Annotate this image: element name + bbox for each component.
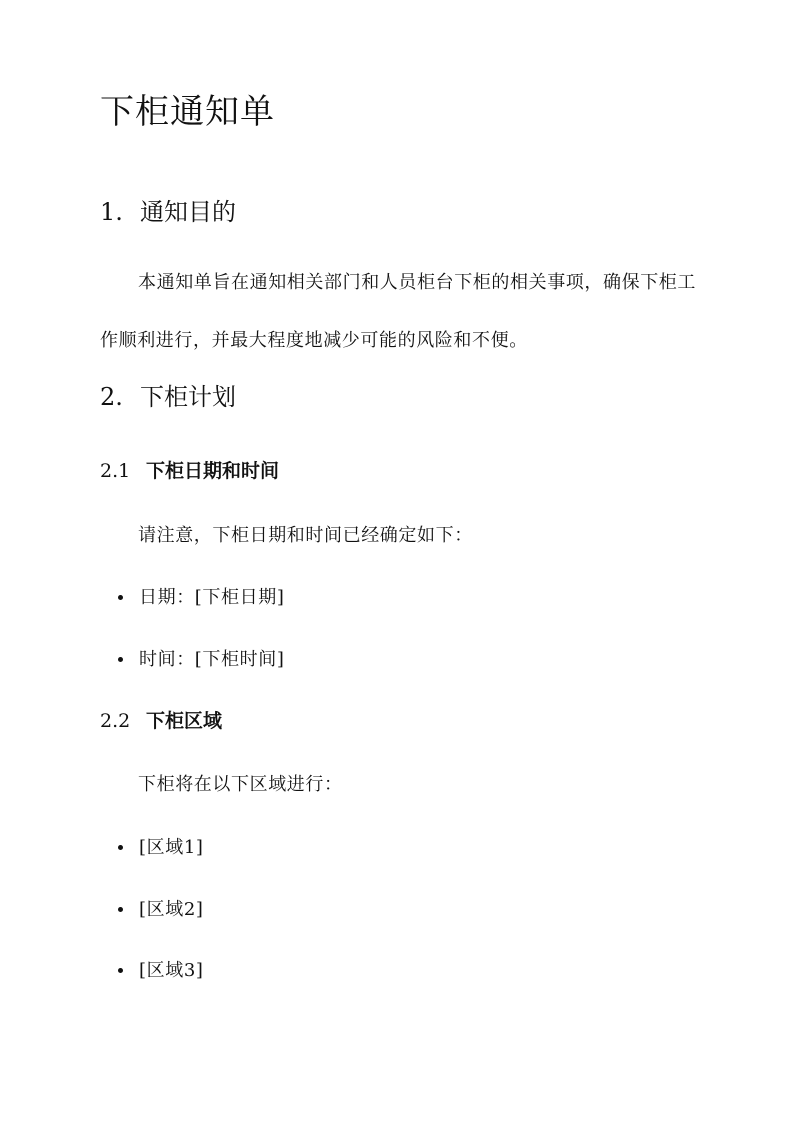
section-2-number: 2. <box>100 383 123 411</box>
list-item-text: 日期：[下柜日期] <box>139 587 285 608</box>
list-item-text: [区域1] <box>139 837 204 858</box>
subsection-2-1-heading <box>100 460 279 483</box>
bullet-icon <box>118 907 123 912</box>
section-1-paragraph: 本通知单旨在通知相关部门和人员柜台下柜的相关事项，确保下柜工作顺利进行，并最大程度地减少可能的风险和不便。 <box>100 272 696 351</box>
subsection-2-1-intro: 请注意，下柜日期和时间已经确定如下： <box>138 525 473 546</box>
list-item-text: [区域3] <box>139 960 204 981</box>
list-item-text: 时间：[下柜时间] <box>139 649 285 670</box>
bullet-icon <box>118 968 123 973</box>
section-2-heading <box>100 383 236 412</box>
subsection-2-1-title: 下柜日期和时间 <box>146 460 280 482</box>
bullet-icon <box>118 845 123 850</box>
subsection-2-2-heading <box>100 710 222 733</box>
bullet-icon <box>118 657 123 662</box>
section-2-title: 下柜计划 <box>140 383 236 411</box>
list-item <box>118 649 284 671</box>
list-item <box>118 587 284 609</box>
section-1-title: 通知目的 <box>140 198 236 226</box>
bullet-icon <box>118 595 123 600</box>
list-item <box>118 899 204 921</box>
subsection-2-1-number: 2.1 <box>100 460 131 482</box>
section-1-heading <box>100 198 236 227</box>
subsection-2-2-number: 2.2 <box>100 710 131 732</box>
section-1-number: 1. <box>100 198 123 226</box>
document-title: 下柜通知单 <box>100 92 275 132</box>
list-item <box>118 960 204 982</box>
subsection-2-2-title: 下柜区域 <box>146 710 223 732</box>
list-item-text: [区域2] <box>139 899 204 920</box>
list-item <box>118 837 204 859</box>
subsection-2-2-intro: 下柜将在以下区域进行： <box>138 774 343 795</box>
